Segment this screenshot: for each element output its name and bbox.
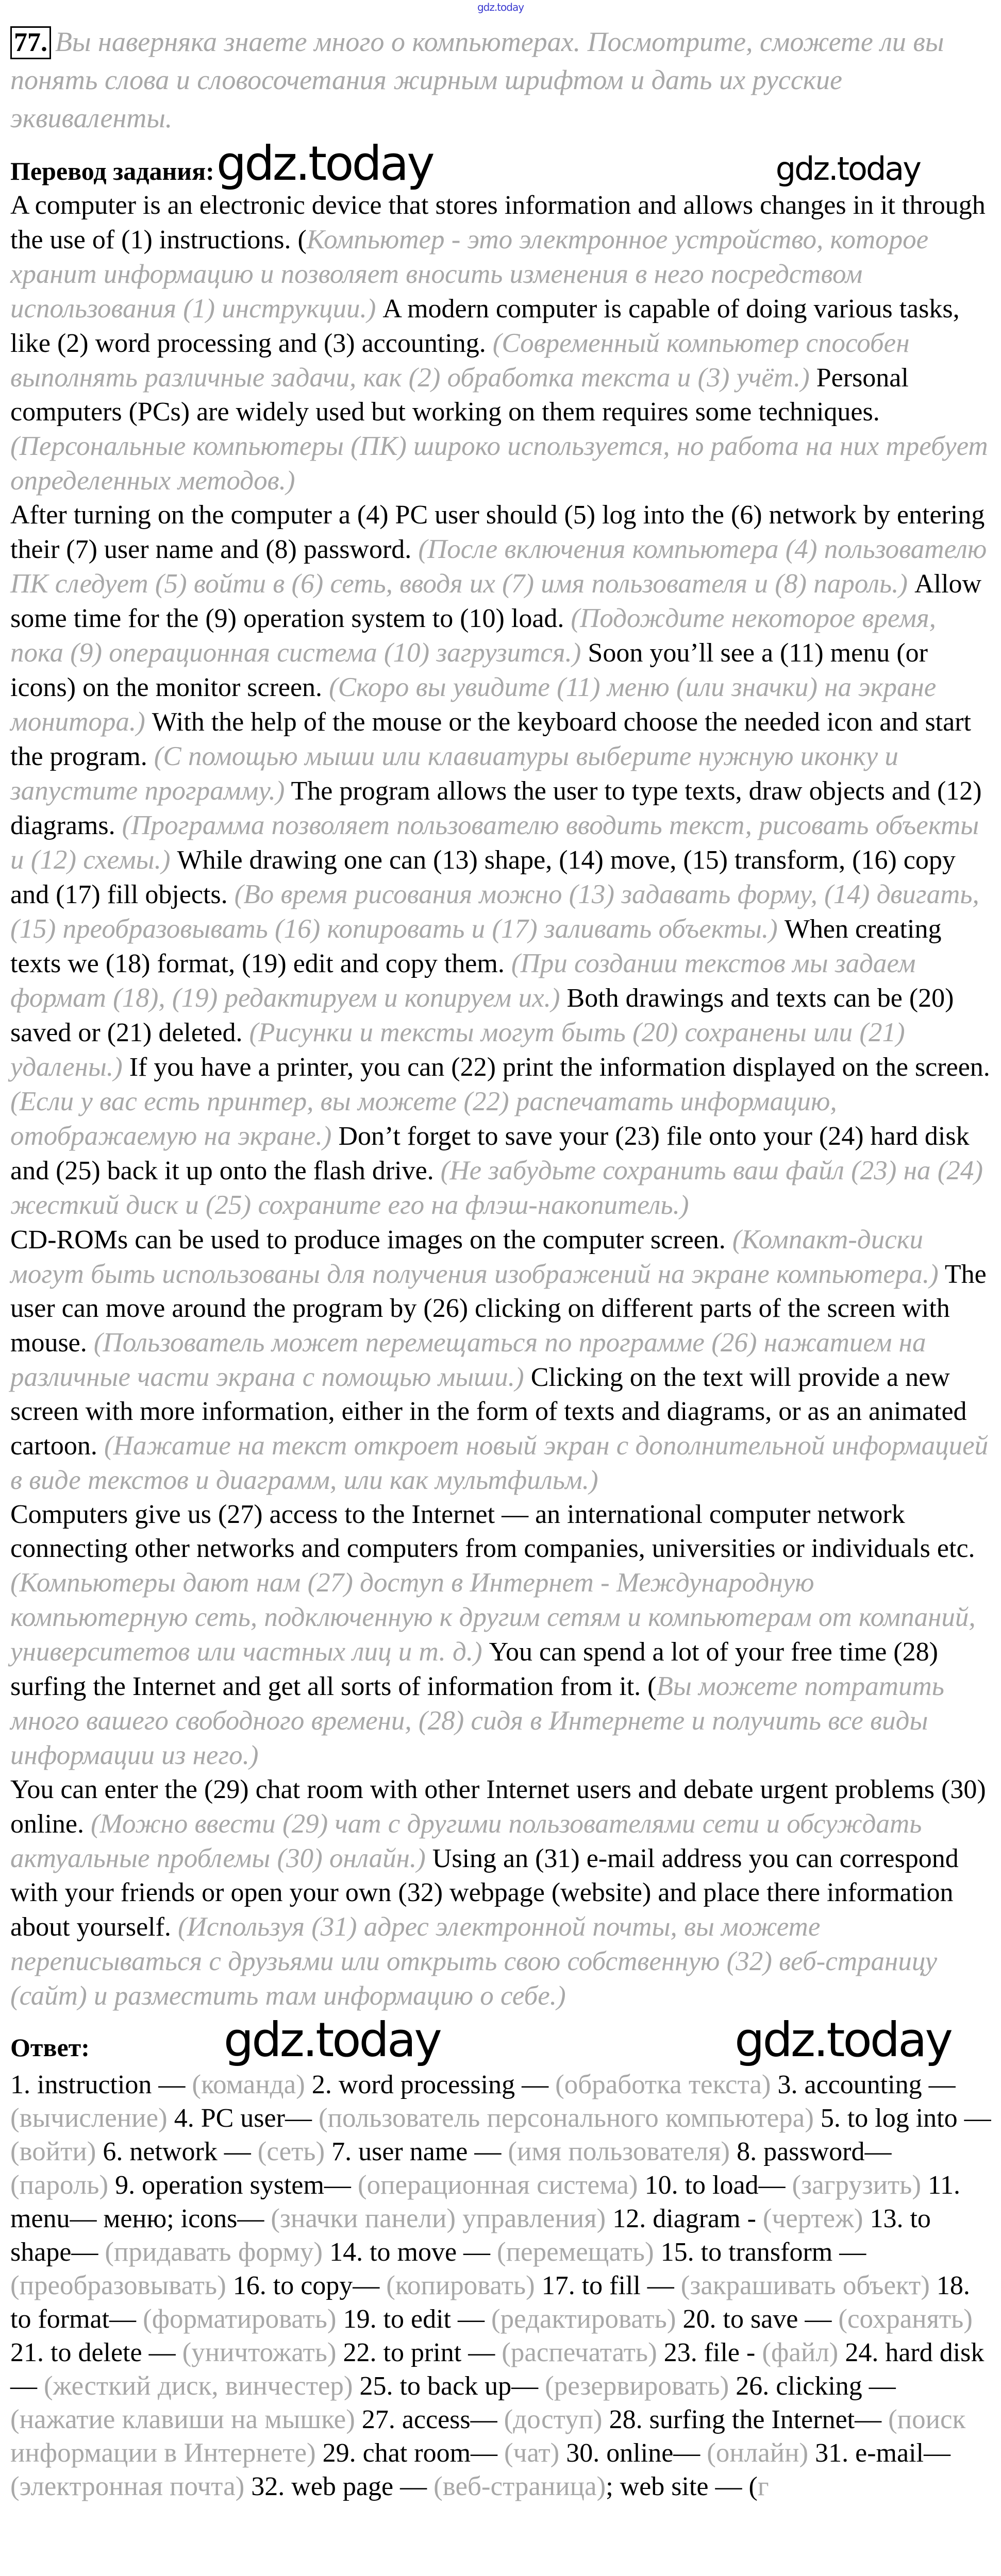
english-text: A modern computer is capable of doing various tasks, like (2) word processing and (3) accounting. xyxy=(10,294,960,358)
english-text: 25. to back up— xyxy=(353,2371,545,2401)
paragraph xyxy=(10,1223,992,1498)
russian-translation: (Компьютеры дают нам (27) доступ в Интернет - Международную компьютерную сеть, подключенную к другим сетям и компьютерам от компаний, университетов или частных лиц и т. д.) xyxy=(10,1568,976,1667)
russian-translation: (команда) xyxy=(192,2070,305,2099)
russian-translation: (Скоро вы увидите (11) меню (или значки) на экране монитора.) xyxy=(10,672,937,737)
russian-translation: (распечатать) xyxy=(502,2337,657,2367)
english-text: 21. to delete — xyxy=(10,2338,182,2367)
answer-heading: Ответ: xyxy=(10,2033,90,2062)
english-text: Clicking on the text will provide a new screen with more information, either in the form of texts and diagrams, or as an animated cartoon. xyxy=(10,1363,967,1461)
russian-translation: (Можно ввести (29) чат с другими пользователями сети и обсуждать актуальные проблемы (30) онлайн.) xyxy=(10,1809,922,1873)
english-text: 9. operation system— xyxy=(108,2171,358,2200)
english-text: A computer is an electronic device that stores information and allows changes in it through the use of (1) instructions. ( xyxy=(10,191,986,255)
english-text: You can spend a lot of your free time (28) surfing the Internet and get all sorts of information from it. ( xyxy=(10,1637,938,1701)
task-number: 77. xyxy=(10,26,51,59)
english-text: Both drawings and texts can be (20) saved or (21) deleted. xyxy=(10,984,954,1047)
russian-translation: (доступ) xyxy=(504,2404,603,2434)
english-text: 24. hard disk — xyxy=(10,2338,985,2401)
russian-translation: (Используя (31) адрес электронной почты, вы можете переписываться с друзьями или открыть свою собственную (32) веб-страницу (сайт) и разместить там информацию о себе.) xyxy=(10,1912,938,2011)
russian-translation: (имя пользователя) xyxy=(508,2137,730,2166)
russian-translation: (пользователь персонального компьютера) xyxy=(318,2103,814,2133)
translation-text xyxy=(10,189,992,2013)
english-text: 12. diagram - xyxy=(606,2204,763,2233)
english-text: With the help of the mouse or the keyboard choose the needed icon and start the program. xyxy=(10,707,971,771)
russian-translation: (После включения компьютера (4) пользователю ПК следует (5) войти в (6) сеть, вводя их (7) имя пользователя и (8) пароль.) xyxy=(10,534,987,599)
russian-translation: (нажатие клавиши на мышке) xyxy=(10,2404,355,2434)
english-text: 18. to format— xyxy=(10,2271,970,2334)
english-text: 8. password— xyxy=(730,2137,892,2166)
english-text: 27. access— xyxy=(355,2405,504,2434)
english-text: 13. to shape— xyxy=(10,2204,931,2267)
english-text: The user can move around the program by (26) clicking on different parts of the screen with mouse. xyxy=(10,1260,987,1358)
english-text: 23. file - xyxy=(657,2338,762,2367)
english-text: 31. e-mail— xyxy=(808,2438,950,2468)
english-text: CD-ROMs can be used to produce images on the computer screen. xyxy=(10,1225,732,1255)
site-watermark-top: gdz.today xyxy=(477,1,524,13)
russian-translation: (значки панели) управления) xyxy=(271,2204,606,2233)
russian-translation: (файл) xyxy=(762,2337,839,2367)
russian-translation: (Подождите некоторое время, пока (9) операционная система (10) загрузится.) xyxy=(10,603,936,668)
translation-heading: Перевод задания: xyxy=(10,157,214,185)
english-text: Computers give us (27) access to the Internet — an international computer network connecting other networks and computers from companies, universities or individuals etc. xyxy=(10,1500,975,1563)
english-text: Personal computers (PCs) are widely used but working on them requires some techniques. xyxy=(10,363,909,427)
russian-translation: (При создании текстов мы задаем формат (18), (19) редактируем и копируем их.) xyxy=(10,948,916,1013)
russian-translation: (форматировать) xyxy=(143,2304,337,2334)
russian-translation: Вы можете потратить много вашего свободного времени, (28) сидя в Интернете и получить все виды информации из него.) xyxy=(10,1671,944,1770)
english-text: 30. online— xyxy=(559,2438,707,2468)
russian-translation: (Не забудьте сохранить ваш файл (23) на (24) жесткий диск и (25) сохраните его на флэш-накопитель.) xyxy=(10,1156,983,1220)
russian-translation: г xyxy=(757,2471,769,2501)
russian-translation: (войти) xyxy=(10,2137,96,2166)
russian-translation: (обработка текста) xyxy=(555,2070,771,2099)
russian-translation: (пароль) xyxy=(10,2170,109,2200)
russian-translation: (Программа позволяет пользователю вводить текст, рисовать объекты и (12) схемы.) xyxy=(10,810,979,875)
english-text: While drawing one can (13) shape, (14) move, (15) transform, (16) copy and (17) fill objects. xyxy=(10,845,956,909)
russian-translation: (Нажатие на текст откроет новый экран с дополнительной информацией в виде текстов и диаграмм, или как мультфильм.) xyxy=(10,1431,989,1495)
english-text: 14. to move — xyxy=(323,2238,497,2267)
answer-list xyxy=(10,2068,992,2509)
russian-translation: (Рисунки и тексты могут быть (20) сохранены или (21) удалены.) xyxy=(10,1018,905,1082)
watermark-logo: gdz.today xyxy=(775,150,920,188)
russian-translation: (Компакт-диски могут быть использованы для получения изображений на экране компьютера.) xyxy=(10,1225,939,1289)
paragraph xyxy=(10,189,992,498)
russian-translation: (Персональные компьютеры (ПК) широко используется, но работа на них требует определенных методов.) xyxy=(10,431,988,496)
russian-translation: (веб-страница) xyxy=(433,2471,606,2501)
english-text: 22. to print — xyxy=(336,2338,502,2367)
english-text: 26. clicking — xyxy=(729,2371,896,2401)
english-text: 11. menu— меню; icons— xyxy=(10,2171,961,2233)
english-text: 10. to load— xyxy=(638,2171,792,2200)
russian-translation: (закрашивать объект) xyxy=(680,2270,930,2300)
english-text: 32. web page — xyxy=(244,2472,434,2501)
english-text: After turning on the computer a (4) PC user should (5) log into the (6) network by entering their (7) user name and (8) password. xyxy=(10,500,985,564)
watermark-logo: gdz.today xyxy=(223,2012,440,2067)
russian-translation: (Если у вас есть принтер, вы можете (22) распечатать информацию, отображаемую на экране.) xyxy=(10,1087,837,1151)
russian-translation: (уничтожать) xyxy=(182,2337,337,2367)
paragraph xyxy=(10,1773,992,2013)
russian-translation: (копировать) xyxy=(386,2270,535,2300)
russian-translation: (редактировать) xyxy=(491,2304,676,2334)
english-text: 1. instruction — xyxy=(10,2070,192,2099)
paragraph xyxy=(10,498,992,1223)
russian-translation: (перемещать) xyxy=(497,2237,654,2267)
task-instruction-text: Вы наверняка знаете много о компьютерах. Посмотрите, сможете ли вы понять слова и словосочетания жирным шрифтом и дать их русские эквиваленты. xyxy=(10,26,944,133)
english-text: 4. PC user— xyxy=(167,2104,319,2133)
english-text: The program allows the user to type texts, draw objects and (12) diagrams. xyxy=(10,776,982,840)
watermark-logo: gdz.today xyxy=(216,136,433,191)
english-text: Allow some time for the (9) operation system to (10) load. xyxy=(10,569,982,633)
russian-translation: (поиск информации в Интернете) xyxy=(10,2404,966,2468)
english-text: 19. to edit — xyxy=(336,2304,491,2334)
russian-translation: (операционная система) xyxy=(357,2170,638,2200)
english-text: Don’t forget to save your (23) file onto your (24) hard disk and (25) back it up onto the flash drive. xyxy=(10,1122,970,1185)
russian-translation: (чат) xyxy=(504,2438,560,2468)
english-text: 17. to fill — xyxy=(535,2271,681,2300)
english-text: 29. chat room— xyxy=(315,2438,505,2468)
russian-translation: (Во время рисования можно (13) задавать форму, (14) двигать, (15) преобразовывать (16) копировать и (17) заливать объекты.) xyxy=(10,879,979,944)
task-instruction xyxy=(10,23,992,137)
document-page xyxy=(0,23,1001,2509)
english-text: 7. user name — xyxy=(325,2137,508,2166)
english-text: 16. to copy— xyxy=(226,2271,387,2300)
russian-translation: Компьютер - это электронное устройство, которое хранит информацию и позволяет вносить изменения в него посредством использования (1) инструкции.) xyxy=(10,225,929,324)
english-text: When creating texts we (18) format, (19) edit and copy them. xyxy=(10,914,942,978)
english-text: 5. to log into — xyxy=(813,2104,991,2133)
russian-translation: (Современный компьютер способен выполнять различные задачи, как (2) обработка текста и (3) учёт.) xyxy=(10,328,910,393)
translation-heading-row xyxy=(10,136,992,191)
watermark-logo: gdz.today xyxy=(735,2012,951,2067)
russian-translation: (загрузить) xyxy=(792,2170,921,2200)
english-text: 2. word processing — xyxy=(305,2070,556,2099)
english-text: 28. surfing the Internet— xyxy=(602,2405,889,2434)
russian-translation: (сохранять) xyxy=(838,2304,973,2334)
russian-translation: (сеть) xyxy=(257,2137,325,2166)
paragraph xyxy=(10,1498,992,1773)
russian-translation: (преобразовывать) xyxy=(10,2270,226,2300)
russian-translation: (резервировать) xyxy=(545,2371,729,2401)
russian-translation: (С помощью мыши или клавиатуры выберите нужную иконку и запустите программу.) xyxy=(10,741,898,806)
english-text: 20. to save — xyxy=(676,2304,839,2334)
russian-translation: (онлайн) xyxy=(707,2438,809,2468)
russian-translation: (вычисление) xyxy=(10,2103,168,2133)
english-text: Soon you’ll see a (11) menu (or icons) on the monitor screen. xyxy=(10,638,928,702)
english-text: If you have a printer, you can (22) print the information displayed on the screen. xyxy=(122,1053,990,1082)
russian-translation: (жесткий диск, винчестер) xyxy=(44,2371,353,2401)
english-text: 3. accounting — xyxy=(771,2070,956,2099)
russian-translation: (Пользователь может перемещаться по программе (26) нажатием на различные части экрана с помощью мыши.) xyxy=(10,1328,926,1392)
english-text: ; web site — ( xyxy=(606,2472,758,2501)
russian-translation: (придавать форму) xyxy=(105,2237,323,2267)
english-text: 15. to transform — xyxy=(654,2238,866,2267)
russian-translation: (электронная почта) xyxy=(10,2471,245,2501)
english-text: You can enter the (29) chat room with other Internet users and debate urgent problems (30) online. xyxy=(10,1775,986,1839)
russian-translation: (чертеж) xyxy=(762,2204,863,2233)
answer-heading-row xyxy=(10,2012,992,2067)
english-text: 6. network — xyxy=(96,2137,258,2166)
english-text: Using an (31) e-mail address you can correspond with your friends or open your own (32) webpage (website) and place there information about yourself. xyxy=(10,1844,959,1942)
